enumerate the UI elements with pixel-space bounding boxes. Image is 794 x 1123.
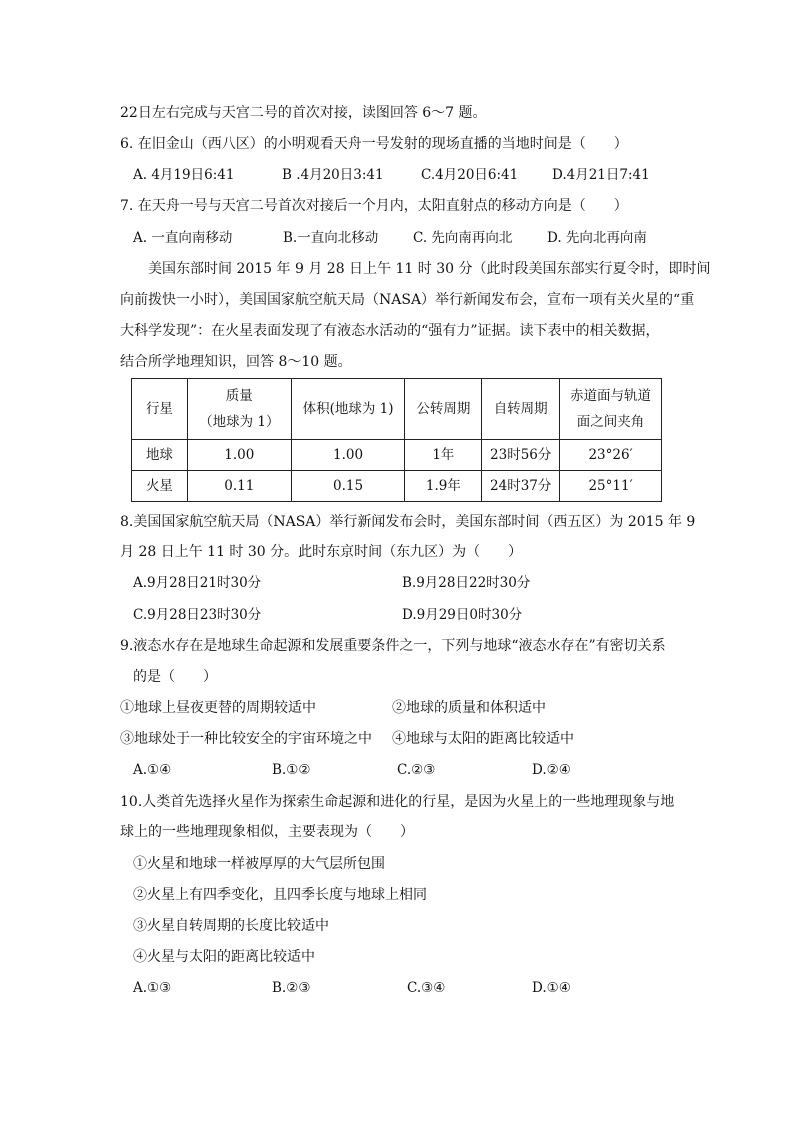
q10-option-c: C.③④ xyxy=(407,980,446,996)
table-cell: 23时56分 xyxy=(482,440,560,471)
passage-line-3: 大科学发现”：在火星表面发现了有液态水活动的“强有力”证据。读下表中的相关数据， xyxy=(120,323,660,339)
q10-option-b: B.②③ xyxy=(272,980,311,996)
header-mass-line-1: 质量 xyxy=(225,388,253,404)
q6-option-c: C.4月20日6:41 xyxy=(421,167,519,183)
question-10-line-1: 10.人类首先选择火星作为探索生命起源和进化的行星，是因为火星上的一些地理现象与地 xyxy=(120,794,675,810)
header-rotation-period: 自转周期 xyxy=(482,379,560,440)
q7-option-b: B.一直向北移动 xyxy=(283,230,379,246)
header-mass-line-2: （地球为 1） xyxy=(199,414,280,430)
question-8-line-2: 月 28 日上午 11 时 30 分。此时东京时间（东九区）为（ ） xyxy=(120,544,523,560)
header-orbit-period: 公转周期 xyxy=(405,379,482,440)
q7-option-c: C. 先向南再向北 xyxy=(413,230,513,246)
table-cell: 火星 xyxy=(132,471,188,502)
header-planet: 行星 xyxy=(132,379,188,440)
table-cell: 23°26′ xyxy=(560,440,662,471)
table-cell: 0.15 xyxy=(291,471,405,502)
question-10-line-2: 球上的一些地理现象相似，主要表现为（ ） xyxy=(120,824,414,840)
table-cell: 24时37分 xyxy=(482,471,560,502)
question-9-line-1: 9.液态水存在是地球生命起源和发展重要条件之一，下列与地球“液态水存在”有密切关系 xyxy=(120,638,666,654)
header-mass xyxy=(187,379,291,440)
table-row xyxy=(132,471,662,502)
table-header-row xyxy=(132,379,662,440)
q10-item-4: ④火星与太阳的距离比较适中 xyxy=(133,949,315,965)
q8-option-a: A.9月28日21时30分 xyxy=(133,575,262,591)
q9-option-a: A.①④ xyxy=(133,762,172,778)
q7-option-a: A. 一直向南移动 xyxy=(133,230,233,246)
table-cell: 1.00 xyxy=(187,440,291,471)
planet-data-table xyxy=(131,378,662,502)
q9-item-2: ②地球的质量和体积适中 xyxy=(392,700,546,716)
question-7: 7. 在天舟一号与天宫二号首次对接后一个月内，太阳直射点的移动方向是（ ） xyxy=(120,198,628,214)
table-cell: 地球 xyxy=(132,440,188,471)
table-cell: 0.11 xyxy=(187,471,291,502)
question-6: 6. 在旧金山（西八区）的小明观看天舟一号发射的现场直播的当地时间是（ ） xyxy=(120,136,628,152)
q9-option-d: D.②④ xyxy=(532,762,571,778)
q6-option-a: A. 4月19日6:41 xyxy=(133,167,235,183)
q10-item-1: ①火星和地球一样被厚厚的大气层所包围 xyxy=(133,856,385,872)
q8-option-d: D.9月29日0时30分 xyxy=(402,607,523,623)
q9-option-c: C.②③ xyxy=(397,762,436,778)
table-cell: 1.9年 xyxy=(405,471,482,502)
table-cell: 25°11′ xyxy=(560,471,662,502)
passage-line-4: 结合所学地理知识，回答 8～10 题。 xyxy=(120,354,352,370)
q10-item-3: ③火星自转周期的长度比较适中 xyxy=(133,918,329,934)
q9-item-4: ④地球与太阳的距离比较适中 xyxy=(392,731,574,747)
q8-option-b: B.9月28日22时30分 xyxy=(402,575,531,591)
table-row xyxy=(132,440,662,471)
header-obliquity-line-2: 面之间夹角 xyxy=(576,414,645,430)
q9-item-1: ①地球上昼夜更替的周期较适中 xyxy=(120,700,316,716)
intro-line: 22日左右完成与天宫二号的首次对接，读图回答 6～7 题。 xyxy=(120,105,487,121)
q10-item-2: ②火星上有四季变化，且四季长度与地球上相同 xyxy=(133,887,427,903)
table-cell: 1年 xyxy=(405,440,482,471)
q6-option-b: B .4月20日3:41 xyxy=(282,167,384,183)
q10-option-a: A.①③ xyxy=(133,980,172,996)
q10-option-d: D.①④ xyxy=(532,980,571,996)
header-obliquity xyxy=(560,379,662,440)
q8-option-c: C.9月28日23时30分 xyxy=(133,607,262,623)
q9-option-b: B.①② xyxy=(272,762,311,778)
header-volume: 体积(地球为 1) xyxy=(291,379,405,440)
q6-option-d: D.4月21日7:41 xyxy=(552,167,650,183)
q7-option-d: D. 先向北再向南 xyxy=(547,230,647,246)
table-cell: 1.00 xyxy=(291,440,405,471)
passage-line-2: 向前拨快一小时），美国国家航空航天局（NASA）举行新闻发布会，宣布一项有关火星的“重 xyxy=(120,292,695,308)
passage-line-1: 美国东部时间 2015 年 9 月 28 日上午 11 时 30 分（此时段美国东部实行夏令时，即时间 xyxy=(148,261,711,277)
question-9-line-2: 的是（ ） xyxy=(133,669,217,685)
header-obliquity-line-1: 赤道面与轨道 xyxy=(570,388,652,404)
q9-item-3: ③地球处于一种比较安全的宇宙环境之中 xyxy=(120,731,372,747)
question-8-line-1: 8.美国国家航空航天局（NASA）举行新闻发布会时，美国东部时间（西五区）为 2015 年 9 xyxy=(120,514,696,530)
